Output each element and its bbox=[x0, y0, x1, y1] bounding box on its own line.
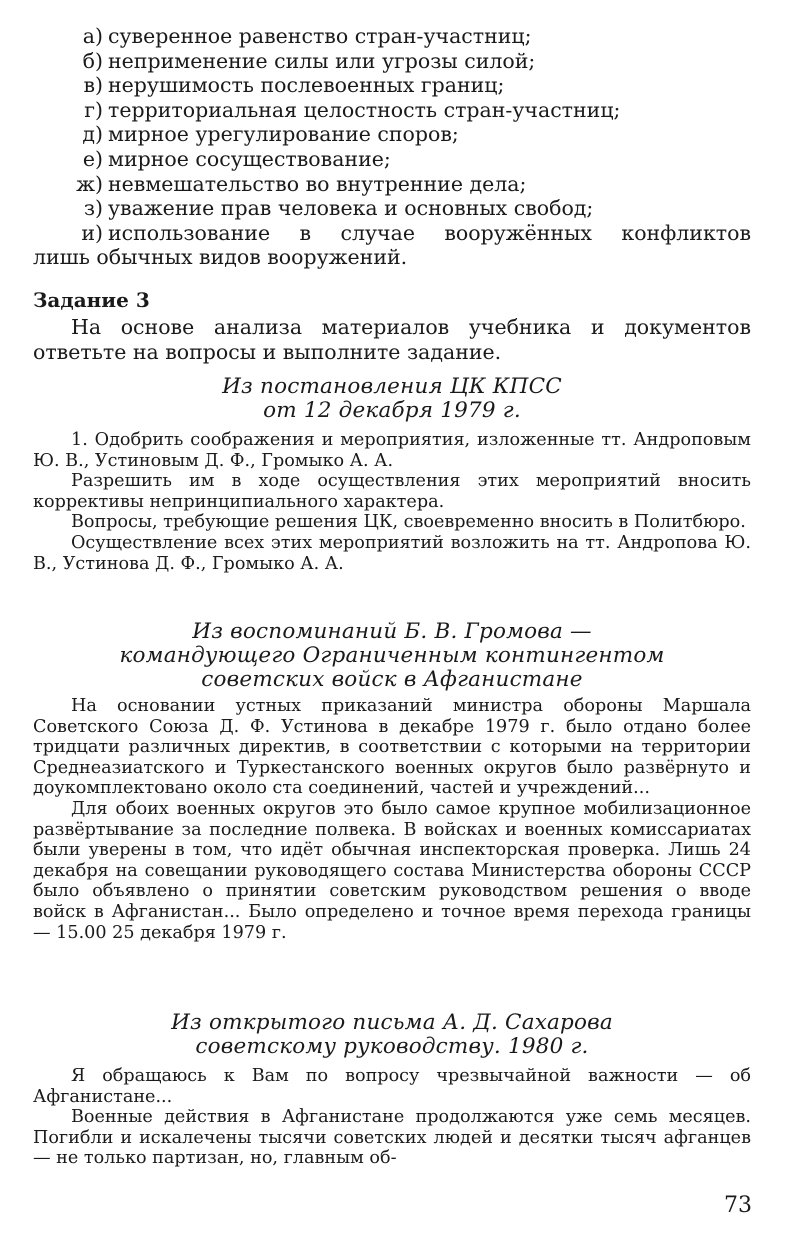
paragraph: На основании устных приказаний министра обороны Маршала Советского Союза Д. Ф. Устинова в декабре 1979 г. было отдано более тридцати различных директив, в соответствии с которыми на территории Среднеазиатского и Туркестанского военных округов было развёрнуто и доукомплектовано около ста соединений, частей и учреждений... bbox=[33, 696, 751, 799]
list-item bbox=[33, 196, 751, 221]
item-marker: ж) bbox=[76, 171, 103, 196]
item-text: мирное урегулирование споров; bbox=[108, 122, 459, 147]
list-item bbox=[33, 221, 751, 246]
list-item bbox=[33, 73, 751, 98]
item-marker: е) bbox=[82, 146, 103, 171]
doc-heading-line: командующего Ограниченным контингентом bbox=[119, 643, 665, 668]
task-title: Задание 3 bbox=[33, 288, 150, 312]
list-item bbox=[33, 49, 751, 74]
item-text: мирное сосуществование; bbox=[108, 146, 391, 171]
paragraph: Я обращаюсь к Вам по вопросу чрезвычайной важности — об Афганистане... bbox=[33, 1066, 751, 1107]
list-item bbox=[33, 147, 751, 172]
item-text: использование в случае вооружённых конфликтов bbox=[108, 220, 751, 245]
item-marker: б) bbox=[82, 48, 103, 73]
principles-list bbox=[33, 24, 751, 270]
list-item bbox=[33, 24, 751, 49]
doc-heading-line: Из постановления ЦК КПСС bbox=[222, 374, 562, 399]
item-text: суверенное равенство стран-участниц; bbox=[108, 24, 532, 48]
list-item bbox=[33, 98, 751, 123]
doc-heading-line: от 12 декабря 1979 г. bbox=[263, 398, 521, 423]
doc-heading-line: Из открытого письма А. Д. Сахарова bbox=[171, 1010, 613, 1035]
list-item bbox=[33, 172, 751, 197]
item-marker: з) bbox=[83, 196, 103, 221]
doc-heading-line: Из воспоминаний Б. В. Громова — bbox=[192, 619, 592, 644]
task-intro: На основе анализа материалов учебника и документов ответьте на вопросы и выполните задание. bbox=[33, 315, 751, 364]
list-item bbox=[33, 122, 751, 147]
item-text: территориальная целостность стран-участниц; bbox=[108, 97, 621, 122]
paragraph: Военные действия в Афганистане продолжаются уже семь месяцев. Погибли и искалечены тысячи советских людей и десятки тысяч афганцев — не только партизан, но, главным об- bbox=[33, 1107, 751, 1169]
task-block bbox=[33, 288, 751, 364]
page-number: 73 bbox=[724, 1193, 752, 1218]
doc-heading-line: советскому руководству. 1980 г. bbox=[195, 1034, 589, 1059]
doc-heading bbox=[33, 1011, 751, 1059]
doc-sakharov-letter bbox=[33, 1011, 751, 1169]
item-text: уважение прав человека и основных свобод; bbox=[108, 196, 594, 221]
doc-heading-line: советских войск в Афганистане bbox=[201, 667, 583, 692]
paragraph: Вопросы, требующие решения ЦК, своевременно вносить в Политбюро. bbox=[71, 512, 746, 533]
item-marker: д) bbox=[82, 122, 103, 147]
item-marker: в) bbox=[83, 73, 103, 98]
paragraph: Для обоих военных округов это было самое крупное мобилизационное развёртывание за последние полвека. В войсках и военных комиссариатах были уверены в том, что идёт обычная инспекторская проверка. Лишь 24 декабря на совещании руководящего состава Министерства обороны СССР было объявлено о принятии советским руководством решения о вводе войск в Афганистан... Было определено и точное время перехода границы — 15.00 25 декабря 1979 г. bbox=[33, 798, 751, 943]
item-text: невмешательство во внутренние дела; bbox=[108, 171, 527, 196]
paragraph: Осуществление всех этих мероприятий возложить на тт. Андропова Ю. В., Устинова Д. Ф., Громыко А. А. bbox=[33, 532, 751, 574]
paragraph: 1. Одобрить соображения и мероприятия, изложенные тт. Андроповым Ю. В., Устиновым Д. Ф., Громыко А. А. bbox=[33, 430, 751, 471]
item-marker: а) bbox=[82, 24, 103, 48]
paragraph: Разрешить им в ходе осуществления этих мероприятий вносить коррективы непринципиального характера. bbox=[33, 471, 751, 512]
item-marker: и) bbox=[81, 220, 103, 245]
doc-gromov-memoirs bbox=[33, 620, 751, 943]
item-text: нерушимость послевоенных границ; bbox=[108, 73, 505, 98]
item-text: неприменение силы или угрозы силой; bbox=[108, 48, 536, 73]
doc-heading bbox=[33, 620, 751, 692]
doc-resolution bbox=[33, 375, 751, 574]
doc-heading bbox=[33, 375, 751, 423]
list-item-continuation: лишь обычных видов вооружений. bbox=[33, 245, 408, 270]
item-marker: г) bbox=[84, 97, 103, 122]
